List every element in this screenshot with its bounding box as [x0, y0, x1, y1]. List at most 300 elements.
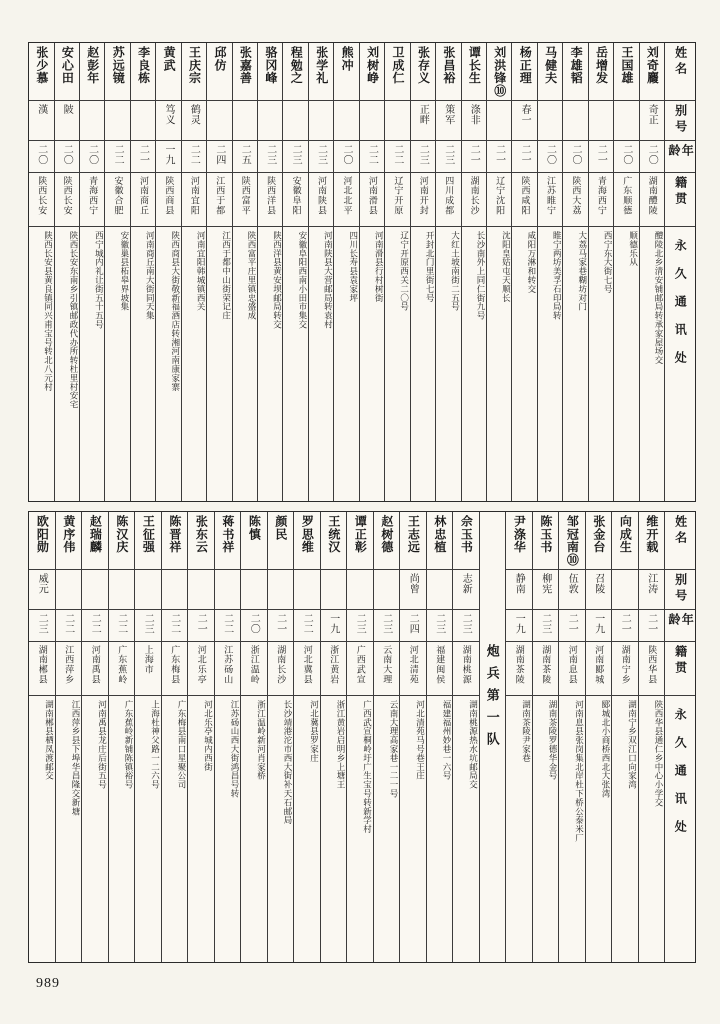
address-cell: [294, 696, 320, 962]
address-cell-text: 湖南宁乡双江口向家湾: [627, 700, 638, 789]
alias-cell-text: 漢: [35, 104, 47, 115]
native-place-cell: [29, 642, 55, 696]
roster-column: [56, 512, 83, 962]
roster-column: [241, 512, 268, 962]
alias-cell: [559, 570, 585, 610]
name-cell: [436, 43, 460, 101]
native-place-cell: [135, 642, 161, 696]
name-cell-text: 杨正理: [518, 46, 533, 85]
age-cell: [283, 141, 307, 173]
age-cell-text: 二〇: [248, 613, 260, 635]
name-cell-text: 王统汉: [326, 515, 341, 554]
name-cell: [233, 43, 257, 101]
alias-cell: [453, 570, 479, 610]
address-cell: [586, 696, 612, 962]
header-label-name-text: 姓名: [673, 46, 688, 78]
name-cell-text: 陈汉庆: [114, 515, 129, 554]
age-cell: [559, 610, 585, 642]
age-cell-text: 二三: [417, 144, 429, 166]
age-cell-text: 二一: [645, 613, 657, 635]
native-place-cell: [385, 173, 409, 227]
header-label-alias: [665, 101, 695, 141]
address-cell-text: 河北冀县罗家庄: [309, 700, 320, 763]
alias-cell: [82, 570, 108, 610]
native-place-cell-text: 陕西洋县: [266, 176, 277, 216]
native-place-cell-text: 湖南醴陵: [647, 176, 658, 216]
header-label-alias-text: 别号: [673, 573, 688, 605]
native-place-cell: [586, 642, 612, 696]
age-cell: [612, 610, 638, 642]
name-cell: [258, 43, 282, 101]
name-cell: [156, 43, 180, 101]
age-cell: [135, 610, 161, 642]
name-cell-text: 张金台: [591, 515, 606, 554]
name-cell-text: 陈晋祥: [167, 515, 182, 554]
name-cell: [241, 512, 267, 570]
roster-column: [612, 512, 639, 962]
address-cell-text: 陕西长安县黄良镇同兴甫宝号转北八元村: [43, 231, 54, 392]
name-cell: [162, 512, 188, 570]
alias-cell-text: 策军: [442, 104, 454, 126]
alias-cell: [411, 101, 435, 141]
roster-column: [614, 43, 639, 501]
native-place-cell-text: 河南商丘: [138, 176, 149, 216]
address-cell-text: 湖南桃源热水坑邮局交: [468, 700, 479, 789]
name-cell: [321, 512, 347, 570]
name-cell-text: 张少慕: [34, 46, 49, 85]
address-cell-text: 河南商丘南大街同天集: [145, 231, 156, 320]
header-label-age: [665, 141, 695, 173]
alias-cell-text: 召陵: [592, 573, 604, 595]
alias-cell: [589, 101, 613, 141]
name-cell-text: 谭正彰: [353, 515, 368, 554]
name-cell-text: 尹涤华: [512, 515, 527, 554]
native-place-cell: [294, 642, 320, 696]
age-cell: [182, 141, 206, 173]
native-place-cell-text: 江苏砀山: [223, 645, 234, 685]
header-label-native: [665, 642, 695, 696]
native-place-cell-text: 陕西富平: [240, 176, 251, 216]
name-cell-text: 陈慎: [247, 515, 262, 541]
alias-cell-text: 涤非: [468, 104, 480, 126]
native-place-cell-text: 青海西宁: [596, 176, 607, 216]
age-cell-text: 二一: [519, 144, 531, 166]
native-place-cell: [241, 642, 267, 696]
header-label-native-text: 籍贯: [673, 176, 688, 208]
address-cell: [188, 696, 214, 962]
native-place-cell-text: 辽宁沈阳: [495, 176, 506, 216]
address-cell: [55, 227, 79, 501]
name-cell: [131, 43, 155, 101]
roster-column: [559, 512, 586, 962]
alias-cell: [487, 101, 511, 141]
address-cell-text: 广东蕉岭新铺陈镇裕号: [124, 700, 134, 789]
address-cell-text: 江苏砀山西大街鸿昌号转: [230, 700, 240, 798]
age-cell: [215, 610, 241, 642]
age-cell: [374, 610, 400, 642]
alias-cell-text: 鹤灵: [188, 104, 200, 126]
native-place-cell-text: 安徽合肥: [113, 176, 124, 216]
address-cell: [640, 227, 664, 501]
header-label-address: [665, 696, 695, 962]
alias-cell: [640, 101, 664, 141]
age-cell-text: 二二: [62, 613, 74, 635]
name-cell: [487, 43, 511, 101]
native-place-cell: [589, 173, 613, 227]
address-cell: [334, 227, 358, 501]
name-cell-text: 张昌裕: [441, 46, 456, 85]
address-cell-text: 河南息县张岗集北岸杜下桥公泰米厂: [574, 700, 585, 843]
roster-column: [182, 43, 207, 501]
address-cell-text: 河南陕县大营邮局转袁村: [323, 231, 334, 329]
native-place-cell-text: 河南禹县: [90, 645, 101, 685]
address-cell-text: 沈阳皇姑屯天顺长: [501, 231, 512, 303]
roster-column: [294, 512, 321, 962]
name-cell-text: 谭长生: [467, 46, 482, 85]
alias-cell: [162, 570, 188, 610]
name-cell-text: 安心田: [60, 46, 75, 85]
address-cell: [374, 696, 400, 962]
alias-cell: [241, 570, 267, 610]
age-cell-text: 二〇: [646, 144, 658, 166]
address-cell-text: 睢宁两坊美孚石印局转: [552, 231, 563, 320]
alias-cell: [436, 101, 460, 141]
roster-column: [233, 43, 258, 501]
native-place-cell: [258, 173, 282, 227]
age-cell-text: 二二: [221, 613, 233, 635]
roster-column: [586, 512, 613, 962]
alias-cell: [29, 570, 55, 610]
alias-cell: [131, 101, 155, 141]
name-cell-text: 欧阳勋: [35, 515, 50, 554]
native-place-cell: [105, 173, 129, 227]
address-cell: [614, 227, 638, 501]
name-cell: [612, 512, 638, 570]
name-cell: [589, 43, 613, 101]
address-cell-text: 安徽巢县柘皋界坡集: [119, 231, 130, 312]
name-cell: [639, 512, 665, 570]
age-cell-text: 二三: [36, 613, 48, 635]
alias-cell: [533, 570, 559, 610]
address-cell: [241, 696, 267, 962]
native-place-cell-text: 广东梅县: [170, 645, 181, 685]
name-cell-text: 颜民: [273, 515, 288, 541]
roster-column: [258, 43, 283, 501]
age-cell: [589, 141, 613, 173]
native-place-cell-text: 辽宁开原: [393, 176, 404, 216]
alias-cell: [374, 570, 400, 610]
age-cell: [80, 141, 104, 173]
roster-column: [283, 43, 308, 501]
native-place-cell-text: 江西于都: [215, 176, 226, 216]
age-cell-text: 二三: [442, 144, 454, 166]
address-cell: [453, 696, 479, 962]
native-place-cell: [55, 173, 79, 227]
name-cell-text: 张东云: [194, 515, 209, 554]
native-place-cell-text: 陕西大荔: [571, 176, 582, 216]
native-place-cell: [82, 642, 108, 696]
roster-column: [360, 43, 385, 501]
age-cell-text: 二三: [264, 144, 276, 166]
alias-cell: [612, 570, 638, 610]
address-cell-text: 湖南郴县栖凤渡邮交: [44, 700, 55, 781]
native-place-cell: [309, 173, 333, 227]
name-cell-text: 蒋书祥: [220, 515, 235, 554]
header-label-native-text: 籍贯: [673, 645, 688, 677]
age-cell-text: 二一: [619, 613, 631, 635]
address-cell-text: 陕西长安东南乡引镇邮政代办所转杜里村安宅: [68, 231, 79, 409]
native-place-cell: [427, 642, 453, 696]
native-place-cell: [56, 642, 82, 696]
native-place-cell-text: 湖南长沙: [276, 645, 287, 685]
name-cell-text: 张嘉善: [238, 46, 253, 85]
age-cell: [614, 141, 638, 173]
roster-column: [334, 43, 359, 501]
address-cell: [347, 696, 373, 962]
name-cell-text: 李雄韬: [569, 46, 584, 85]
alias-cell: [360, 101, 384, 141]
native-place-cell: [268, 642, 294, 696]
name-cell-text: 黄序伟: [61, 515, 76, 554]
name-cell: [309, 43, 333, 101]
native-place-cell: [453, 642, 479, 696]
name-cell-text: 马健夫: [543, 46, 558, 85]
address-cell-text: 浙江黄岩启明乡上塘王: [336, 700, 346, 789]
alias-cell: [55, 101, 79, 141]
age-cell: [639, 610, 665, 642]
name-cell-text: 王征强: [141, 515, 156, 554]
native-place-cell: [512, 173, 536, 227]
age-cell: [334, 141, 358, 173]
alias-cell: [586, 570, 612, 610]
age-cell: [453, 610, 479, 642]
roster-column: [29, 512, 56, 962]
address-cell: [462, 227, 486, 501]
age-cell-text: 二〇: [86, 144, 98, 166]
age-cell: [55, 141, 79, 173]
address-cell: [487, 227, 511, 501]
alias-cell-text: 江涛: [645, 573, 657, 595]
name-cell: [385, 43, 409, 101]
alias-cell: [294, 570, 320, 610]
native-place-cell-text: 四川成都: [444, 176, 455, 216]
alias-cell-text: 静南: [513, 573, 525, 595]
address-cell: [436, 227, 460, 501]
address-cell: [29, 227, 53, 501]
name-cell: [512, 43, 536, 101]
alias-cell-text: 奇正: [646, 104, 658, 126]
age-cell-text: 一九: [162, 144, 174, 166]
native-place-cell-text: 上海市: [143, 645, 154, 675]
age-cell-text: 二一: [595, 144, 607, 166]
age-cell: [162, 610, 188, 642]
address-cell-text: 大红土坡南街二五号: [450, 231, 461, 312]
age-cell: [105, 141, 129, 173]
page-number: 989: [36, 976, 60, 991]
age-cell: [640, 141, 664, 173]
native-place-cell-text: 广东顺德: [622, 176, 633, 216]
native-place-cell-text: 湖南郴县: [37, 645, 48, 685]
address-cell: [80, 227, 104, 501]
name-cell-text: 程勉之: [289, 46, 304, 85]
address-cell: [563, 227, 587, 501]
native-place-cell-text: 陕西长安: [37, 176, 48, 216]
address-cell: [56, 696, 82, 962]
roster-column: [156, 43, 181, 501]
name-cell: [614, 43, 638, 101]
alias-cell: [512, 101, 536, 141]
address-cell-text: 陕西富平庄里镇忠盛成: [247, 231, 257, 320]
address-cell: [109, 696, 135, 962]
age-cell: [258, 141, 282, 173]
native-place-cell: [612, 642, 638, 696]
name-cell: [283, 43, 307, 101]
address-cell: [512, 227, 536, 501]
age-cell-text: 二三: [290, 144, 302, 166]
alias-cell: [321, 570, 347, 610]
native-place-cell-text: 湖南茶陵: [514, 645, 525, 685]
roster-column: [268, 512, 295, 962]
age-cell: [29, 610, 55, 642]
address-cell: [400, 696, 426, 962]
age-cell: [385, 141, 409, 173]
native-place-cell-text: 河北冀县: [302, 645, 313, 685]
name-cell-text: 张学礼: [314, 46, 329, 85]
address-cell-text: 湖南茶陵尹家巷: [521, 700, 532, 763]
native-place-cell-text: 河南郾城: [594, 645, 605, 685]
alias-cell: [268, 570, 294, 610]
roster-column: [135, 512, 162, 962]
name-cell-text: 赵彭年: [85, 46, 100, 85]
native-place-cell: [334, 173, 358, 227]
address-cell: [612, 696, 638, 962]
native-place-cell-text: 江西萍乡: [64, 645, 75, 685]
header-label-address-text: 永久通讯处: [673, 239, 688, 379]
age-cell: [347, 610, 373, 642]
alias-cell: [109, 570, 135, 610]
age-cell-text: 二三: [315, 144, 327, 166]
age-cell: [512, 141, 536, 173]
age-cell: [241, 610, 267, 642]
roster-column: [487, 43, 512, 501]
alias-cell: [188, 570, 214, 610]
address-cell: [589, 227, 613, 501]
name-cell: [268, 512, 294, 570]
native-place-cell: [283, 173, 307, 227]
name-cell-text: 熊冲: [340, 46, 355, 72]
native-place-cell: [538, 173, 562, 227]
roster-column: [462, 43, 487, 501]
alias-cell: [563, 101, 587, 141]
native-place-cell-text: 安徽阜阳: [291, 176, 302, 216]
address-cell-text: 河南滑县行村树街: [374, 231, 385, 303]
age-cell: [462, 141, 486, 173]
alias-cell-text: 威元: [36, 573, 48, 595]
native-place-cell-text: 江苏睢宁: [545, 176, 556, 216]
age-cell-text: 一九: [513, 613, 525, 635]
name-cell: [188, 512, 214, 570]
age-cell-text: 二一: [468, 144, 480, 166]
address-cell-text: 上海杜神父路一二六号: [150, 700, 161, 789]
age-cell: [56, 610, 82, 642]
age-cell-text: 二三: [380, 613, 392, 635]
header-label-age: [665, 610, 695, 642]
alias-cell: [105, 101, 129, 141]
native-place-cell-text: 福建闽侯: [435, 645, 446, 685]
tables-host: [28, 42, 696, 963]
name-cell-text: 王国雄: [619, 46, 634, 85]
header-label-age-text: 年龄: [667, 144, 695, 160]
age-cell-text: 二二: [168, 613, 180, 635]
name-cell: [400, 512, 426, 570]
name-cell: [80, 43, 104, 101]
name-cell-text: 佘玉书: [459, 515, 474, 554]
name-cell: [109, 512, 135, 570]
alias-cell: [400, 570, 426, 610]
name-cell-text: 刘树峥: [365, 46, 380, 85]
native-place-cell-text: 河北北平: [342, 176, 353, 216]
age-cell-text: 二三: [433, 613, 445, 635]
name-cell-text: 卫成仁: [391, 46, 405, 85]
name-cell-text: 黄武: [162, 46, 177, 72]
alias-cell: [347, 570, 373, 610]
name-cell-text: 邹冠南⑩: [565, 515, 580, 567]
native-place-cell: [559, 642, 585, 696]
native-place-cell-text: 浙江温岭: [249, 645, 260, 685]
address-cell-text: 云南大理高家巷一二一号: [389, 700, 399, 798]
native-place-cell: [188, 642, 214, 696]
name-cell-text: 罗思维: [300, 515, 315, 554]
native-place-cell: [109, 642, 135, 696]
address-cell-text: 西宁东大街七号: [603, 231, 614, 294]
roster-column: [109, 512, 136, 962]
alias-cell: [538, 101, 562, 141]
native-place-cell-text: 河南宜阳: [189, 176, 200, 216]
address-cell: [283, 227, 307, 501]
native-place-cell: [462, 173, 486, 227]
alias-cell: [334, 101, 358, 141]
address-cell: [559, 696, 585, 962]
address-cell-text: 福建福州妙巷一六号: [442, 700, 452, 781]
address-cell: [309, 227, 333, 501]
native-place-cell-text: 河南陕县: [317, 176, 328, 216]
name-cell: [427, 512, 453, 570]
header-label-name-text: 姓名: [673, 515, 688, 547]
header-label-address: [665, 227, 695, 501]
address-cell-text: 江西萍乡县下埠华昌隆交新塘: [71, 700, 81, 816]
native-place-cell-text: 浙江黄岩: [329, 645, 340, 685]
address-cell-text: 广东梅县南口星聚公司: [177, 700, 187, 789]
alias-cell: [29, 101, 53, 141]
address-cell-text: 辽宁开原西关二〇号: [399, 231, 410, 312]
name-cell: [105, 43, 129, 101]
address-cell-text: 咸阳万淋和转交: [526, 231, 537, 294]
roster-column: [589, 43, 614, 501]
address-cell-text: 河北清苑马号巷王庄: [415, 700, 426, 781]
address-cell: [105, 227, 129, 501]
name-cell-text: 林忠植: [432, 515, 447, 554]
native-place-cell-text: 河北清苑: [408, 645, 419, 685]
address-cell-text: 江西于都中山街荣记庄: [221, 231, 232, 320]
name-cell-text: 王志远: [406, 515, 421, 554]
age-cell: [533, 610, 559, 642]
address-cell: [162, 696, 188, 962]
alias-cell: [614, 101, 638, 141]
header-label-native: [665, 173, 695, 227]
roster-column: [309, 43, 334, 501]
native-place-cell: [215, 642, 241, 696]
address-cell: [82, 696, 108, 962]
